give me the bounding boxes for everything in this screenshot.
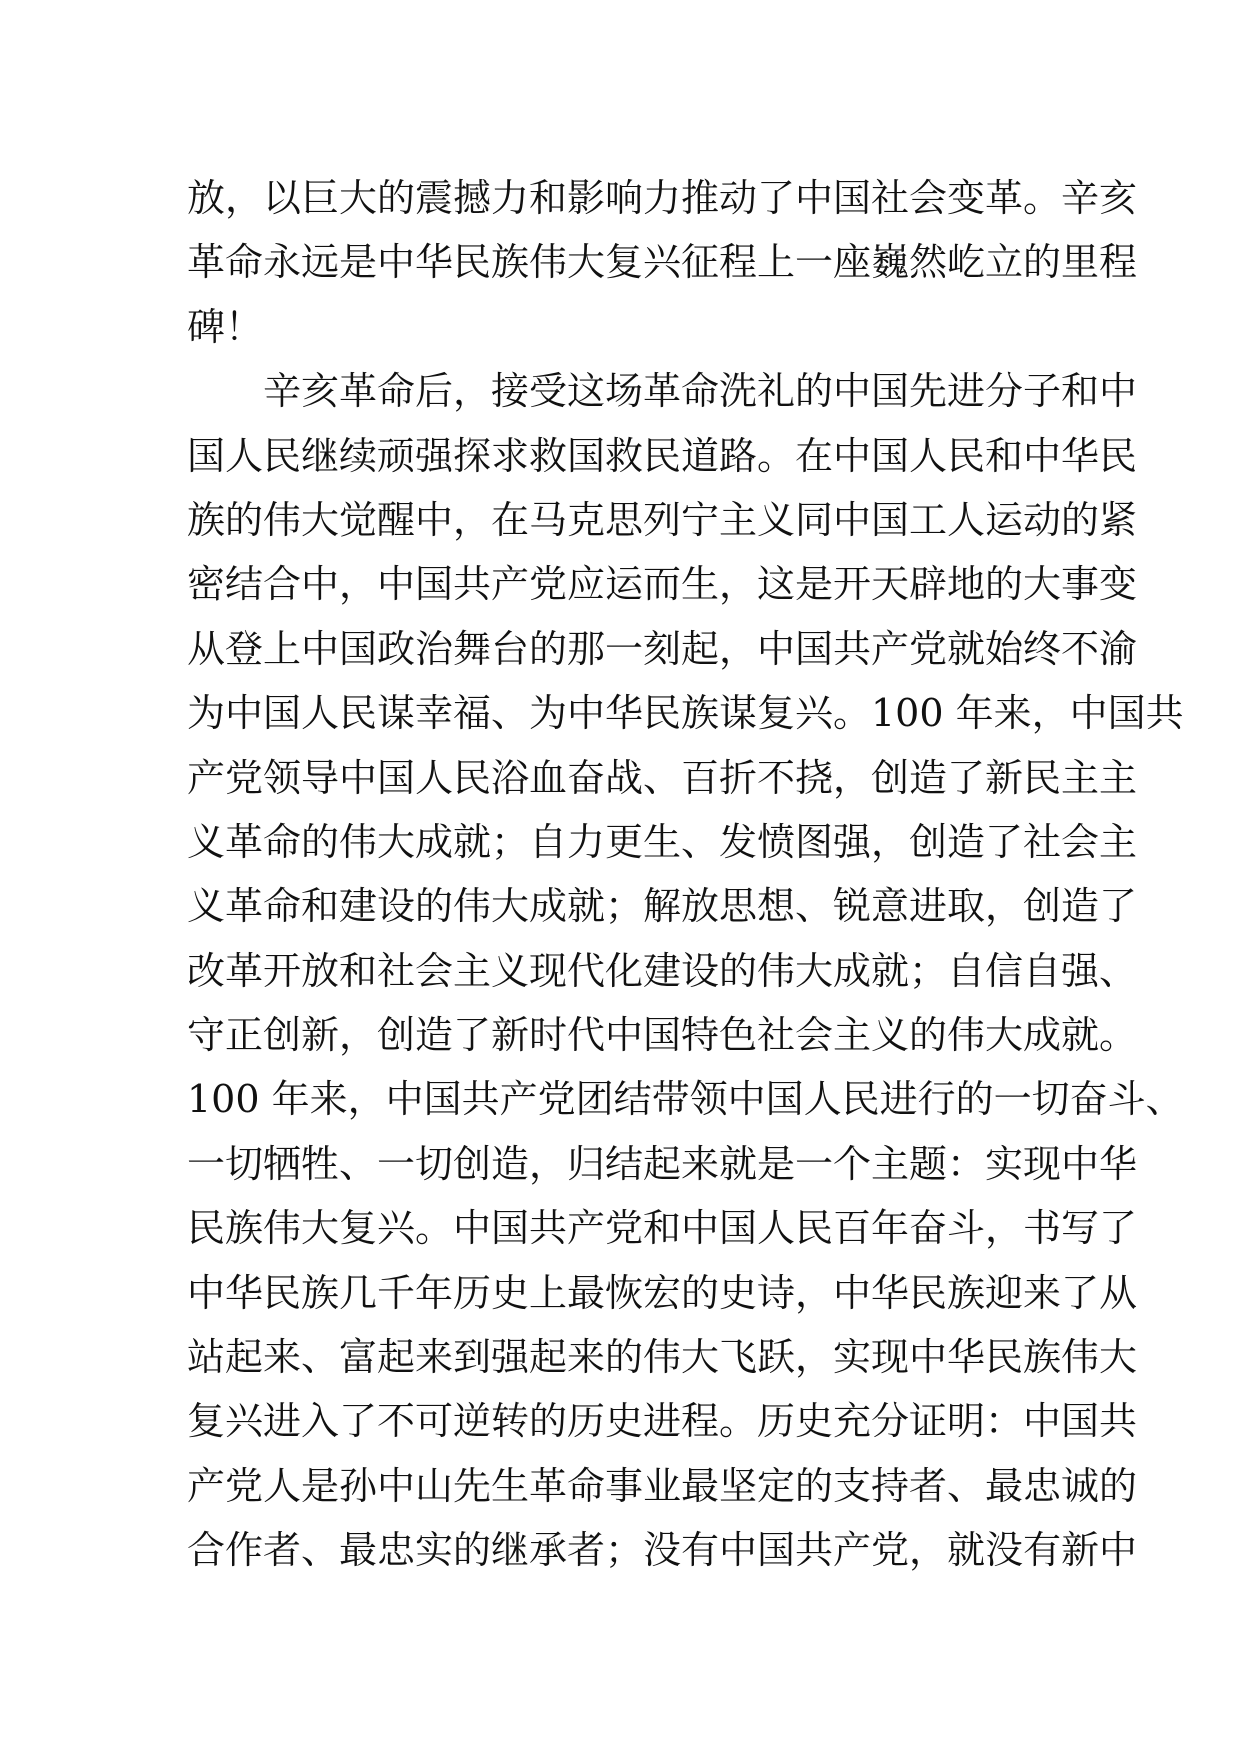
- text-line-5: 国人民继续顽强探求救国救民道路。在中国人民和中华民: [187, 433, 1138, 478]
- text-line-11: 义革命的伟大成就；自力更生、发愤图强，创造了社会主: [187, 819, 1138, 864]
- text-line-20: 复兴进入了不可逆转的历史进程。历史充分证明：中国共: [187, 1399, 1138, 1444]
- text-line-7: 密结合中，中国共产党应运而生，这是开天辟地的大事变: [187, 562, 1138, 607]
- text-line-22: 合作者、最忠实的继承者；没有中国共产党，就没有新中: [187, 1528, 1138, 1573]
- text-line-13: 改革开放和社会主义现代化建设的伟大成就；自信自强、: [187, 948, 1138, 993]
- text-line-6: 族的伟大觉醒中，在马克思列宁主义同中国工人运动的紧: [187, 497, 1138, 542]
- text-line-12: 义革命和建设的伟大成就；解放思想、锐意进取，创造了: [187, 884, 1138, 929]
- text-line-1: 放，以巨大的震撼力和影响力推动了中国社会变革。辛亥: [187, 176, 1138, 220]
- body-text: [187, 166, 1184, 1583]
- text-line-4: 辛亥革命后，接受这场革命洗礼的中国先进分子和中: [187, 369, 1138, 414]
- text-line-19: 站起来、富起来到强起来的伟大飞跃，实现中华民族伟大: [187, 1335, 1138, 1380]
- text-line-17: 民族伟大复兴。中国共产党和中国人民百年奋斗，书写了: [187, 1206, 1138, 1251]
- text-line-3: 碑！: [187, 304, 264, 349]
- text-line-10: 产党领导中国人民浴血奋战、百折不挠，创造了新民主主: [187, 755, 1138, 800]
- text-line-18: 中华民族几千年历史上最恢宏的史诗，中华民族迎来了从: [187, 1270, 1138, 1315]
- text-line-2: 革命永远是中华民族伟大复兴征程上一座巍然屹立的里程: [187, 240, 1138, 285]
- text-line-9: 为中国人民谋幸福、为中华民族谋复兴。100 年来，中国共: [187, 691, 1184, 736]
- text-line-8: 从登上中国政治舞台的那一刻起，中国共产党就始终不渝: [187, 626, 1138, 671]
- text-line-16: 一切牺牲、一切创造，归结起来就是一个主题：实现中华: [187, 1141, 1138, 1186]
- text-line-15: 100 年来，中国共产党团结带领中国人民进行的一切奋斗、: [187, 1077, 1184, 1122]
- text-line-14: 守正创新，创造了新时代中国特色社会主义的伟大成就。: [187, 1013, 1138, 1058]
- text-line-21: 产党人是孙中山先生革命事业最坚定的支持者、最忠诚的: [187, 1463, 1138, 1508]
